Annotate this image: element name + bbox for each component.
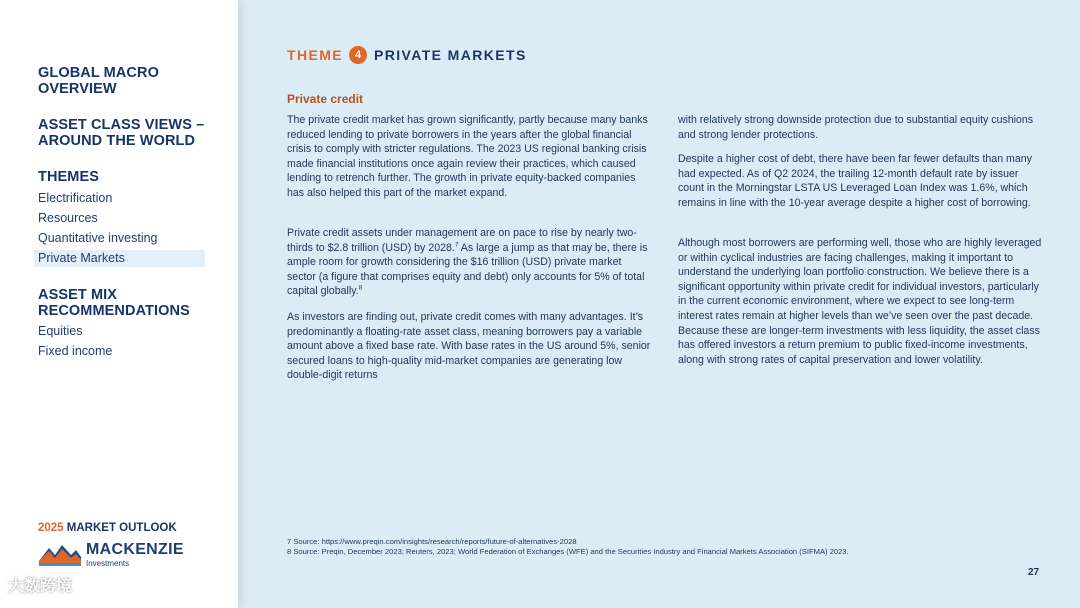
paragraph-4: with relatively strong downside protection due to substantial equity cushions and strong lender protections. [678,114,1034,141]
theme-header [287,46,527,64]
sidebar-nav [0,0,238,608]
nav-asset-class-views[interactable]: ASSET CLASS VIEWS – AROUND THE WORLD [38,117,205,149]
outlook-text: MARKET OUTLOOK [66,522,177,534]
logo-name: MACKENZIE [86,541,184,558]
mountain-logo-icon [38,540,82,568]
mackenzie-logo [38,540,198,570]
theme-word: THEME [287,47,343,63]
nav-item-electrification[interactable]: Electrification [38,191,113,205]
paragraph-5: Despite a higher cost of debt, there have been far fewer defaults than many had expected. As of Q2 2024, the trailing 12-month default rate by issuer count in the Morningstar LSTA US Leveraged Loan Index was 1.6%, which remains in line with the 10-year average despite a higher cost of borrowing. [678,153,1032,209]
nav-global-macro[interactable]: GLOBAL MACRO OVERVIEW [38,65,159,97]
paragraph-2-part-a: Private credit assets under management are on pace to rise by nearly two-thirds to $2.8 trillion (USD) by 2028. [287,227,637,254]
watermark-text: 大数跨境 [8,578,73,595]
footnote-7: 7 Source: https://www.preqin.com/insights/research/reports/future-of-alternatives-2028 [287,537,577,546]
footnote-ref-7[interactable]: 7 [454,241,459,249]
nav-item-private-markets[interactable]: Private Markets [34,250,205,267]
market-outlook-label [38,522,177,534]
section-subheading: Private credit [287,92,364,106]
footnote-8: 8 Source: Preqin, December 2023; Reuters, 2023; World Federation of Exchanges (WFE) and the Securities Industry and Financial Markets Association (SIFMA) 2023. [287,547,849,556]
nav-item-resources[interactable]: Resources [38,211,98,225]
page-number: 27 [1028,567,1040,578]
paragraph-1: The private credit market has grown significantly, partly because many banks reduced lending to private borrowers in the years after the global financial crisis to comply with stricter regulations. The 2023 US regional banking crisis made financial institutions once again review their practices, which caused lending to retrench further. The growth in private equity-backed companies has also helped this part of the market expand. [287,114,648,199]
paragraph-6: Although most borrowers are performing well, those who are highly leveraged or within cyclical industries are facing challenges, making it important to understand the underlying loan portfolio construction. We believe there is a significant opportunity within private credit for individual investors, particularly in the current economic environment, where we expect to see long-term interest rates remain at higher levels than we’ve seen over the past decade. Because these are longer-term investments with less liquidity, the asset class has offered investors a return premium to public fixed-income investments, along with strong rates of capital preservation and lower volatility. [678,237,1042,366]
paragraph-2 [287,226,653,299]
outlook-year: 2025 [38,522,64,534]
nav-item-equities[interactable]: Equities [38,324,83,338]
footnote-ref-8[interactable]: 8 [358,284,363,292]
paragraph-3: As investors are finding out, private credit comes with many advantages. It’s predominantly a floating-rate asset class, meaning borrowers pay a variable amount above a fixed base rate. With base rates in the US around 5%, senior secured loans to high-quality mid-market companies are generating low double-digit returns [287,311,651,382]
nav-item-quantitative-investing[interactable]: Quantitative investing [38,231,158,245]
nav-asset-mix-heading[interactable]: ASSET MIX RECOMMENDATIONS [38,287,190,319]
nav-themes-heading[interactable]: THEMES [38,169,100,185]
logo-subtitle: Investments [86,559,130,568]
theme-number-badge: 4 [349,46,367,64]
watermark [8,573,72,596]
nav-item-fixed-income[interactable]: Fixed income [38,344,113,358]
paragraph-2-part-b: As large a jump as that may be, there is ample room for growth considering the $16 trillion (USD) private market sector (a figure that comprises equity and debt) only accounts for 5% of total capital globally. [287,241,648,298]
theme-title: PRIVATE MARKETS [374,47,527,63]
